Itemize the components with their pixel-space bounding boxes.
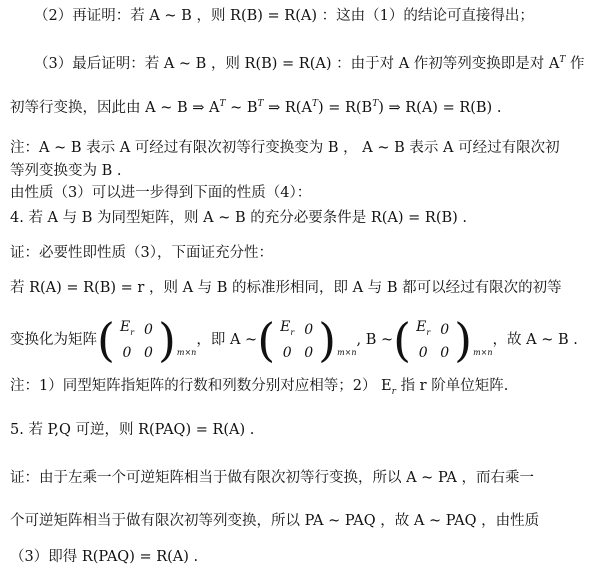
text-line-1 bbox=[34, 6, 601, 26]
proof-line-4 bbox=[10, 511, 601, 531]
proof-line-3 bbox=[10, 468, 601, 488]
matrix-line-mid: ，即 A ~ bbox=[196, 332, 258, 348]
identity-subscript: r bbox=[391, 386, 396, 397]
property-5-text: 5. 若 P,Q 可逆，则 R(PAQ) = R(A) . bbox=[10, 422, 255, 438]
property-5 bbox=[10, 420, 601, 440]
proof-2-text: 若 R(A) = R(B) = r ，则 A 与 B 的标准形相同，即 A 与 B 都可以经过有限次的初等 bbox=[10, 280, 562, 296]
line-3-part-c: ⇒ R(A bbox=[263, 99, 312, 116]
matrix-line-lead: 变换化为矩阵 bbox=[10, 332, 97, 348]
note-line-1 bbox=[10, 138, 601, 158]
proof-1-text: 证：必要性即性质（3），下面证充分性： bbox=[10, 245, 273, 261]
transpose-mark: T bbox=[219, 99, 226, 109]
line-3-part-e: ) ⇒ R(A) = R(B) . bbox=[378, 99, 502, 116]
transpose-mark: T bbox=[372, 99, 379, 109]
proof-4-text: 个可逆矩阵相当于做有限次初等列变换，所以 PA ~ PAQ ，故 A ~ PAQ ，由性质 bbox=[10, 513, 540, 529]
matrix-line-mid-2: , B ~ bbox=[356, 332, 394, 348]
matrix-line-end: ，故 A ~ B . bbox=[492, 332, 578, 348]
standard-form-matrix-1: ( $E_r$ 0 0 0 ) m×n bbox=[97, 313, 197, 367]
line-1-text: （2）再证明：若 A ~ B ，则 R(B) = R(A) ：这由（1）的结论可直接得出； bbox=[34, 8, 534, 24]
proof-5-text: （3）即得 R(PAQ) = R(A) . bbox=[10, 549, 199, 565]
matrix-line bbox=[10, 313, 601, 367]
note-3-tail: 指 r 阶单位矩阵. bbox=[395, 378, 509, 394]
line-2-tail: 作 bbox=[570, 55, 585, 72]
line-3-part-d: ) = R(B bbox=[317, 99, 373, 116]
standard-form-matrix-2: ( $E_r$ 0 0 0 ) m×n bbox=[257, 313, 357, 367]
property-4-text: 4. 若 A 与 B 为同型矩阵，则 A ~ B 的充分必要条件是 R(A) = R(B) . bbox=[10, 210, 468, 226]
standard-form-matrix-3: ( $E_r$ 0 0 0 ) m×n bbox=[393, 313, 493, 367]
proof-line-5 bbox=[10, 547, 601, 567]
note-line-3 bbox=[10, 376, 601, 402]
proof-line-2 bbox=[10, 278, 601, 298]
transpose-mark: T bbox=[559, 55, 566, 65]
note-1-text: 注：A ~ B 表示 A 可经过有限次初等行变换变为 B ， A ~ B 表示 A 可经过有限次初 bbox=[10, 140, 560, 156]
proof-3-text: 证：由于左乘一个可逆矩阵相当于做有限次初等行变换，所以 A ~ PA ，而右乘一 bbox=[10, 470, 534, 486]
line-3-text: 初等行变换，因此由 A ~ B ⇒ A bbox=[10, 99, 220, 116]
note-3-text: 注：1）同型矩阵指矩阵的行数和列数分别对应相等；2） E bbox=[10, 378, 392, 394]
line-3-part-b: ~ B bbox=[225, 99, 258, 116]
property-4 bbox=[10, 208, 601, 228]
note-line-2 bbox=[10, 161, 601, 181]
text-line-3 bbox=[10, 94, 601, 118]
proof-line-1 bbox=[10, 243, 601, 263]
transpose-mark: T bbox=[311, 99, 318, 109]
text-line-2 bbox=[34, 50, 601, 74]
line-2-text: （3）最后证明：若 A ~ B ，则 R(B) = R(A) ：由于对 A 作初等列变换即是对 A bbox=[34, 55, 560, 72]
transpose-mark: T bbox=[257, 99, 264, 109]
note-2-text: 等列变换变为 B . bbox=[10, 163, 122, 179]
text-line-6 bbox=[10, 183, 601, 203]
line-6-text: 由性质（3）可以进一步得到下面的性质（4）： bbox=[10, 185, 312, 201]
